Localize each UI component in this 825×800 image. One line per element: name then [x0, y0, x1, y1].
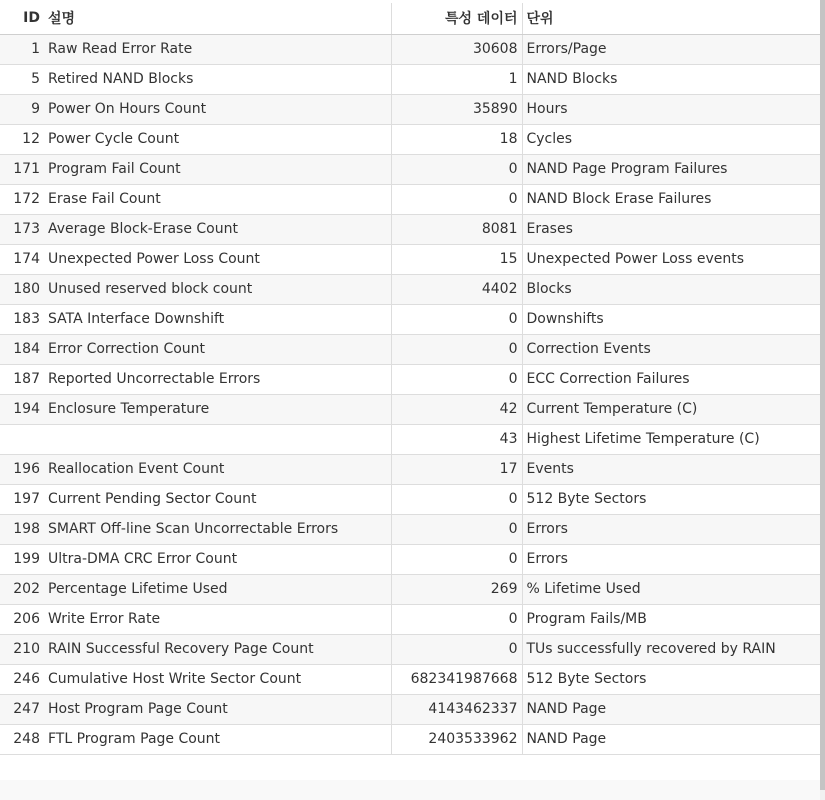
- cell-description: Enclosure Temperature: [44, 394, 391, 424]
- cell-value: 2403533962: [391, 724, 522, 754]
- cell-description: Raw Read Error Rate: [44, 34, 391, 64]
- cell-description: RAIN Successful Recovery Page Count: [44, 634, 391, 664]
- table-row[interactable]: [0, 364, 820, 394]
- cell-value: 8081: [391, 214, 522, 244]
- cell-value: 18: [391, 124, 522, 154]
- cell-value: 0: [391, 334, 522, 364]
- table-row[interactable]: [0, 154, 820, 184]
- cell-value: 0: [391, 304, 522, 334]
- table-body: [0, 34, 820, 754]
- cell-unit: 512 Byte Sectors: [522, 664, 820, 694]
- vertical-scrollbar[interactable]: [820, 0, 825, 800]
- cell-description: Cumulative Host Write Sector Count: [44, 664, 391, 694]
- table-row[interactable]: [0, 304, 820, 334]
- cell-value: 15: [391, 244, 522, 274]
- cell-description: Write Error Rate: [44, 604, 391, 634]
- table-row[interactable]: [0, 424, 820, 454]
- cell-unit: 512 Byte Sectors: [522, 484, 820, 514]
- cell-description: Percentage Lifetime Used: [44, 574, 391, 604]
- cell-description: Power On Hours Count: [44, 94, 391, 124]
- cell-unit: Unexpected Power Loss events: [522, 244, 820, 274]
- cell-unit: TUs successfully recovered by RAIN: [522, 634, 820, 664]
- cell-value: 43: [391, 424, 522, 454]
- cell-description: Unexpected Power Loss Count: [44, 244, 391, 274]
- cell-description: Retired NAND Blocks: [44, 64, 391, 94]
- cell-value: 0: [391, 484, 522, 514]
- table-row[interactable]: [0, 454, 820, 484]
- table-row[interactable]: [0, 484, 820, 514]
- cell-id: 247: [0, 694, 44, 724]
- cell-id: 174: [0, 244, 44, 274]
- table-row[interactable]: [0, 574, 820, 604]
- cell-id: 246: [0, 664, 44, 694]
- cell-description: FTL Program Page Count: [44, 724, 391, 754]
- cell-value: 0: [391, 634, 522, 664]
- cell-id: 183: [0, 304, 44, 334]
- table-row[interactable]: [0, 394, 820, 424]
- table-row[interactable]: [0, 124, 820, 154]
- cell-unit: Cycles: [522, 124, 820, 154]
- cell-description: Power Cycle Count: [44, 124, 391, 154]
- cell-description: Current Pending Sector Count: [44, 484, 391, 514]
- table-row[interactable]: [0, 544, 820, 574]
- cell-description: Reported Uncorrectable Errors: [44, 364, 391, 394]
- cell-id: 194: [0, 394, 44, 424]
- cell-value: 30608: [391, 34, 522, 64]
- cell-value: 42: [391, 394, 522, 424]
- cell-unit: NAND Blocks: [522, 64, 820, 94]
- cell-id: 173: [0, 214, 44, 244]
- cell-unit: Events: [522, 454, 820, 484]
- table-row[interactable]: [0, 94, 820, 124]
- cell-value: 1: [391, 64, 522, 94]
- cell-description: Reallocation Event Count: [44, 454, 391, 484]
- cell-id: 171: [0, 154, 44, 184]
- table-row[interactable]: [0, 334, 820, 364]
- cell-id: 198: [0, 514, 44, 544]
- table-row[interactable]: [0, 604, 820, 634]
- cell-unit: NAND Page: [522, 694, 820, 724]
- column-header-value[interactable]: 특성 데이터: [391, 3, 522, 34]
- cell-value: 0: [391, 154, 522, 184]
- column-header-unit[interactable]: 단위: [522, 3, 820, 34]
- scrollbar-thumb[interactable]: [820, 0, 825, 790]
- cell-id: 12: [0, 124, 44, 154]
- cell-description: SATA Interface Downshift: [44, 304, 391, 334]
- cell-unit: Errors: [522, 514, 820, 544]
- cell-id: 184: [0, 334, 44, 364]
- cell-value: 17: [391, 454, 522, 484]
- cell-id: 5: [0, 64, 44, 94]
- table-bottom-area: [0, 780, 820, 800]
- cell-unit: % Lifetime Used: [522, 574, 820, 604]
- cell-unit: ECC Correction Failures: [522, 364, 820, 394]
- cell-id: 180: [0, 274, 44, 304]
- table-row[interactable]: [0, 274, 820, 304]
- cell-value: 0: [391, 544, 522, 574]
- cell-id: 197: [0, 484, 44, 514]
- cell-value: 0: [391, 604, 522, 634]
- cell-description: Erase Fail Count: [44, 184, 391, 214]
- column-header-description[interactable]: 설명: [44, 3, 391, 34]
- table-row[interactable]: [0, 214, 820, 244]
- cell-description: Unused reserved block count: [44, 274, 391, 304]
- cell-unit: NAND Page Program Failures: [522, 154, 820, 184]
- table-row[interactable]: [0, 514, 820, 544]
- cell-value: 35890: [391, 94, 522, 124]
- cell-unit: Blocks: [522, 274, 820, 304]
- cell-unit: Erases: [522, 214, 820, 244]
- cell-description: SMART Off-line Scan Uncorrectable Errors: [44, 514, 391, 544]
- table-row[interactable]: [0, 34, 820, 64]
- cell-value: 0: [391, 364, 522, 394]
- cell-value: 0: [391, 184, 522, 214]
- table-row[interactable]: [0, 724, 820, 754]
- cell-unit: Current Temperature (C): [522, 394, 820, 424]
- cell-description: Host Program Page Count: [44, 694, 391, 724]
- table-header-row: [0, 3, 820, 34]
- cell-id: [0, 424, 44, 454]
- column-header-id[interactable]: ID: [0, 3, 44, 34]
- cell-unit: Downshifts: [522, 304, 820, 334]
- table-row[interactable]: [0, 244, 820, 274]
- cell-unit: Program Fails/MB: [522, 604, 820, 634]
- cell-unit: Hours: [522, 94, 820, 124]
- cell-id: 248: [0, 724, 44, 754]
- cell-unit: Highest Lifetime Temperature (C): [522, 424, 820, 454]
- cell-value: 682341987668: [391, 664, 522, 694]
- cell-id: 206: [0, 604, 44, 634]
- cell-id: 202: [0, 574, 44, 604]
- cell-id: 199: [0, 544, 44, 574]
- cell-description: Ultra-DMA CRC Error Count: [44, 544, 391, 574]
- cell-unit: NAND Block Erase Failures: [522, 184, 820, 214]
- cell-unit: Correction Events: [522, 334, 820, 364]
- cell-description: Average Block-Erase Count: [44, 214, 391, 244]
- table-row[interactable]: [0, 184, 820, 214]
- cell-unit: NAND Page: [522, 724, 820, 754]
- cell-value: 4402: [391, 274, 522, 304]
- cell-id: 1: [0, 34, 44, 64]
- cell-description: [44, 424, 391, 454]
- cell-value: 269: [391, 574, 522, 604]
- cell-id: 210: [0, 634, 44, 664]
- cell-value: 4143462337: [391, 694, 522, 724]
- cell-unit: Errors: [522, 544, 820, 574]
- cell-id: 196: [0, 454, 44, 484]
- cell-value: 0: [391, 514, 522, 544]
- table-row[interactable]: [0, 634, 820, 664]
- cell-id: 187: [0, 364, 44, 394]
- cell-description: Program Fail Count: [44, 154, 391, 184]
- cell-id: 9: [0, 94, 44, 124]
- cell-description: Error Correction Count: [44, 334, 391, 364]
- table-row[interactable]: [0, 664, 820, 694]
- cell-id: 172: [0, 184, 44, 214]
- cell-unit: Errors/Page: [522, 34, 820, 64]
- smart-attributes-table: [0, 3, 821, 755]
- table-row[interactable]: [0, 64, 820, 94]
- table-row[interactable]: [0, 694, 820, 724]
